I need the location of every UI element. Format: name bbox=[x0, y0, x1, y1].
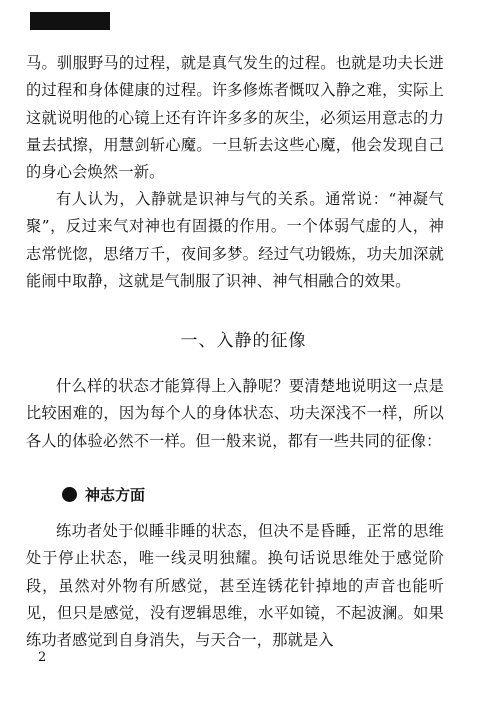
paragraph-4: 练功者处于似睡非睡的状态，但决不是昏睡，正常的思维处于停止状态，唯一线灵明独耀。换句话说思维处于感觉阶段，虽然对外物有所感觉，甚至连锈花针掉地的声音也能听见，但只是感觉，没有逻辑思维，水平如镜，不起波澜。如果练功者感觉到自身消失，与天合一，那就是入 bbox=[26, 522, 444, 650]
subheading bbox=[62, 484, 145, 505]
header-bar bbox=[30, 12, 110, 30]
bullet-icon bbox=[62, 487, 77, 502]
subheading-label: 神志方面 bbox=[85, 486, 146, 504]
paragraph-2: 有人认为，入静就是识神与气的关系。通常说：“神凝气聚”，反过来气对神也有固摄的作用。一个体弱气虚的人，神志常恍惚，思绪万千，夜间多梦。经过气功锻炼，功夫加深就能闹中取静，这就是气制服了识神、神气相融合的效果。 bbox=[26, 190, 444, 290]
page-number: 2 bbox=[38, 650, 47, 665]
paragraph-1: 马。驯服野马的过程，就是真气发生的过程。也就是功夫长进的过程和身体健康的过程。许多修炼者慨叹入静之难，实际上这就说明他的心镜上还有许许多多的灰尘，必须运用意志的力量去拭擦，用慧剑斩心魔。一旦斩去这些心魔，他会发现自己的身心会焕然一新。 bbox=[26, 54, 444, 182]
paragraph-3: 什么样的状态才能算得上入静呢？要清楚地说明这一点是比较困难的，因为每个人的身体状态、功夫深浅不一样，所以各人的体验必然不一样。但一般来说，都有一些共同的征像： bbox=[26, 377, 444, 450]
section-title: 一、入静的征像 bbox=[180, 331, 307, 351]
